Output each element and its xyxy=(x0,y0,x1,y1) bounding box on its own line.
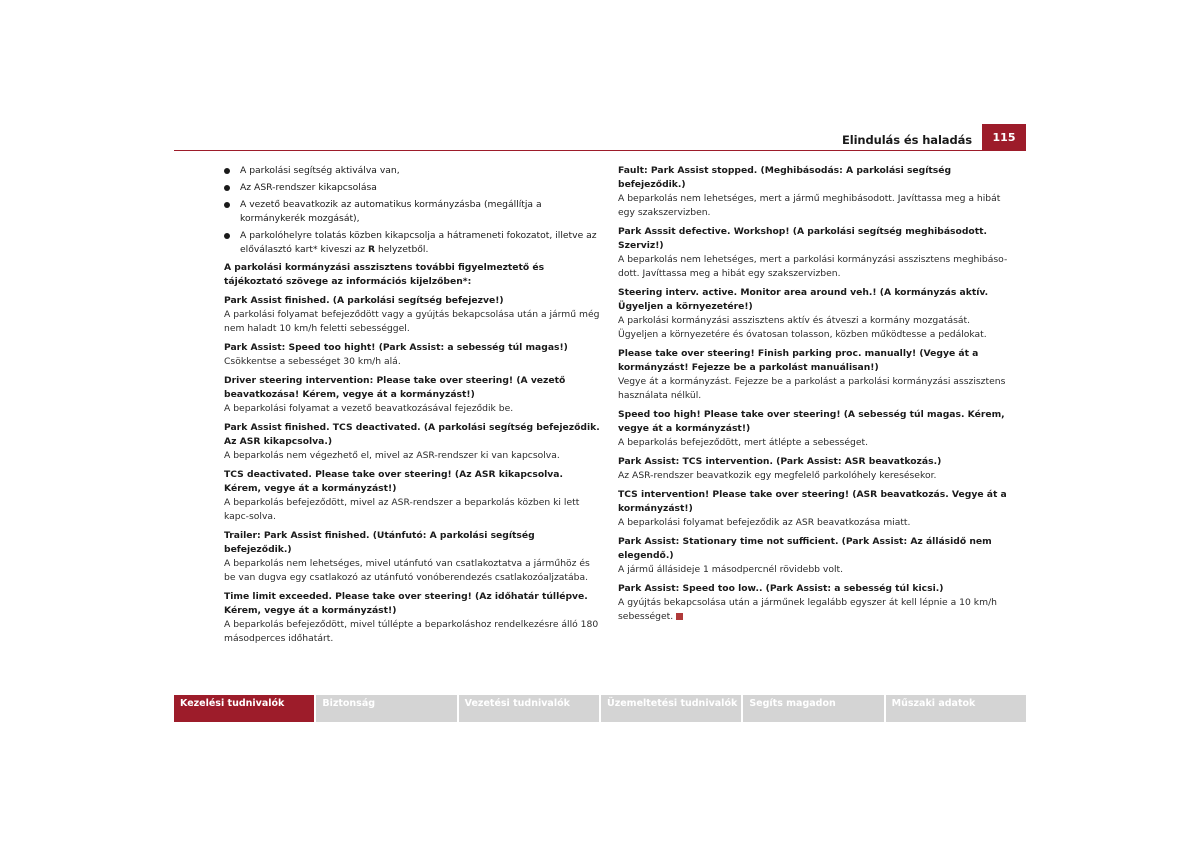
message-block xyxy=(618,582,1010,624)
message-text: A beparkolási folyamat befejeződik az ASR beavatkozása miatt. xyxy=(618,517,911,528)
message-heading: Speed too high! Please take over steering! (A sebesség túl magas. Kérem, vegye át a kormányzást!) xyxy=(618,409,1005,434)
message-block xyxy=(618,286,1010,342)
tab-segits-magadon[interactable]: Segíts magadon xyxy=(743,695,883,722)
message-heading: TCS intervention! Please take over steering! (ASR beavatkozás. Vegye át a kormányzást!) xyxy=(618,489,1007,514)
message-block xyxy=(618,488,1010,530)
message-heading: Driver steering intervention: Please take over steering! (A vezető beavatkozása! Kérem, vegye át a kormányzást!) xyxy=(224,375,566,400)
bullet-icon xyxy=(224,185,230,191)
bullet-text: A vezető beavatkozik az automatikus kormányzásba (megállítja a kormánykerék mozgását), xyxy=(240,199,542,224)
bullet-item xyxy=(224,229,600,257)
message-text xyxy=(618,596,1010,624)
left-column xyxy=(224,164,600,651)
page-header xyxy=(174,124,1026,151)
message-block xyxy=(224,590,600,646)
bullet-text: A parkolási segítség aktiválva van, xyxy=(240,165,400,176)
message-text: A beparkolás befejeződött, mivel az ASR-rendszer a beparkolás közben ki lett kapc-solva. xyxy=(224,497,580,522)
bullet-icon xyxy=(224,202,230,208)
message-heading: Park Asssit defective. Workshop! (A parkolási segítség meghibásodott. Szerviz!) xyxy=(618,226,987,251)
message-text: A parkolási folyamat befejeződött vagy a gyújtás bekapcsolása után a jármű még nem haladt 10 km/h feletti sebességgel. xyxy=(224,309,600,334)
message-text: Az ASR-rendszer beavatkozik egy megfelelő parkolóhely keresésekor. xyxy=(618,470,937,481)
message-heading: Park Assist: Speed too hight! (Park Assist: a sebesség túl magas!) xyxy=(224,342,568,353)
section-title: Elindulás és haladás xyxy=(841,133,972,147)
message-text: Vegye át a kormányzást. Fejezze be a parkolást a parkolási kormányzási asszisztens használata nélkül. xyxy=(618,376,1006,401)
tab-muszaki-adatok[interactable]: Műszaki adatok xyxy=(886,695,1026,722)
chapter-nav xyxy=(174,695,1026,722)
message-block xyxy=(618,225,1010,281)
tab-uzemeltetesi-tudnivalok[interactable]: Üzemeltetési tudnivalók xyxy=(601,695,741,722)
message-heading: Fault: Park Assist stopped. (Meghibásodás: A parkolási segítség befejeződik.) xyxy=(618,165,952,190)
message-block xyxy=(618,164,1010,220)
message-block xyxy=(618,347,1010,403)
message-block xyxy=(224,341,600,369)
message-heading: Park Assist: TCS intervention. (Park Assist: ASR beavatkozás.) xyxy=(618,456,942,467)
message-text: A beparkolás befejeződött, mivel túllépte a beparkoláshoz rendelkezésre álló 180 másodperces időhatárt. xyxy=(224,619,599,644)
message-text: Csökkentse a sebességet 30 km/h alá. xyxy=(224,356,401,367)
bullet-item xyxy=(224,198,600,226)
message-text: A beparkolás nem lehetséges, mivel utánfutó van csatlakoztatva a járműhöz és be van dugva egy csatlakozó az utánfutó vonóberendezés csatlakozóaljzatába. xyxy=(224,558,590,583)
tab-kezelesi-tudnivalok[interactable]: Kezelési tudnivalók xyxy=(174,695,314,722)
bullet-icon xyxy=(224,168,230,174)
bullet-text: A parkolóhelyre tolatás közben kikapcsolja a hátrameneti fokozatot, illetve az előválasztó kart* kiveszi az xyxy=(240,230,597,255)
message-block xyxy=(224,374,600,416)
message-text-content: A gyújtás bekapcsolása után a járműnek legalább egyszer át kell lépnie a 10 km/h sebességet. xyxy=(618,597,997,622)
message-text: A jármű állásideje 1 másodpercnél rövidebb volt. xyxy=(618,564,844,575)
intro-block xyxy=(224,261,600,289)
message-block xyxy=(618,408,1010,450)
message-block xyxy=(224,421,600,463)
message-block xyxy=(224,294,600,336)
message-text: A beparkolás nem lehetséges, mert a jármű meghibásodott. Javíttassa meg a hibát egy szakszervizben. xyxy=(618,193,1001,218)
message-block xyxy=(618,535,1010,577)
message-block xyxy=(618,455,1010,483)
bullet-text: Az ASR-rendszer kikapcsolása xyxy=(240,182,377,193)
section-end-icon xyxy=(676,613,683,620)
page-number: 115 xyxy=(982,124,1026,150)
message-text: A parkolási kormányzási asszisztens aktív és átveszi a kormány mozgatását. Ügyeljen a környezetére és óvatosan tolasson, közben működtesse a pedálokat. xyxy=(618,315,987,340)
tab-vezetesi-tudnivalok[interactable]: Vezetési tudnivalók xyxy=(459,695,599,722)
bullet-text-end: helyzetből. xyxy=(377,244,429,255)
message-block xyxy=(224,529,600,585)
bullet-icon xyxy=(224,233,230,239)
message-text: A beparkolási folyamat a vezető beavatkozásával fejeződik be. xyxy=(224,403,514,414)
intro-heading: A parkolási kormányzási asszisztens további figyelmeztető és tájékoztató szövege az információs kijelzőben*: xyxy=(224,262,545,287)
bullet-item xyxy=(224,181,600,195)
message-heading: Park Assist: Stationary time not sufficient. (Park Assist: Az állásidő nem elegendő.) xyxy=(618,536,992,561)
message-heading: TCS deactivated. Please take over steering! (Az ASR kikapcsolva. Kérem, vegye át a kormányzást!) xyxy=(224,469,563,494)
bullet-item xyxy=(224,164,600,178)
message-heading: Park Assist finished. (A parkolási segítség befejezve!) xyxy=(224,295,504,306)
message-heading: Steering interv. active. Monitor area around veh.! (A kormányzás aktív. Ügyeljen a környezetére!) xyxy=(618,287,989,312)
message-text: A beparkolás befejeződött, mert átlépte a sebességet. xyxy=(618,437,869,448)
gear-position-r: R xyxy=(367,244,376,255)
message-heading: Park Assist finished. TCS deactivated. (A parkolási segítség befejeződik. Az ASR kikapcsolva.) xyxy=(224,422,600,447)
right-column xyxy=(618,164,1010,629)
message-text: A beparkolás nem végezhető el, mivel az ASR-rendszer ki van kapcsolva. xyxy=(224,450,560,461)
message-text: A beparkolás nem lehetséges, mert a parkolási kormányzási asszisztens meghibáso-dott. Javíttassa meg a hibát egy szakszervizben. xyxy=(618,254,1008,279)
tab-biztonsag[interactable]: Biztonság xyxy=(316,695,456,722)
message-heading: Trailer: Park Assist finished. (Utánfutó: A parkolási segítség befejeződik.) xyxy=(224,530,535,555)
message-heading: Time limit exceeded. Please take over steering! (Az időhatár túllépve. Kérem, vegye át a kormányzást!) xyxy=(224,591,588,616)
message-heading: Please take over steering! Finish parking proc. manually! (Vegye át a kormányzást! Fejezze be a parkolást manuálisan!) xyxy=(618,348,979,373)
message-heading: Park Assist: Speed too low.. (Park Assist: a sebesség túl kicsi.) xyxy=(618,583,944,594)
message-block xyxy=(224,468,600,524)
